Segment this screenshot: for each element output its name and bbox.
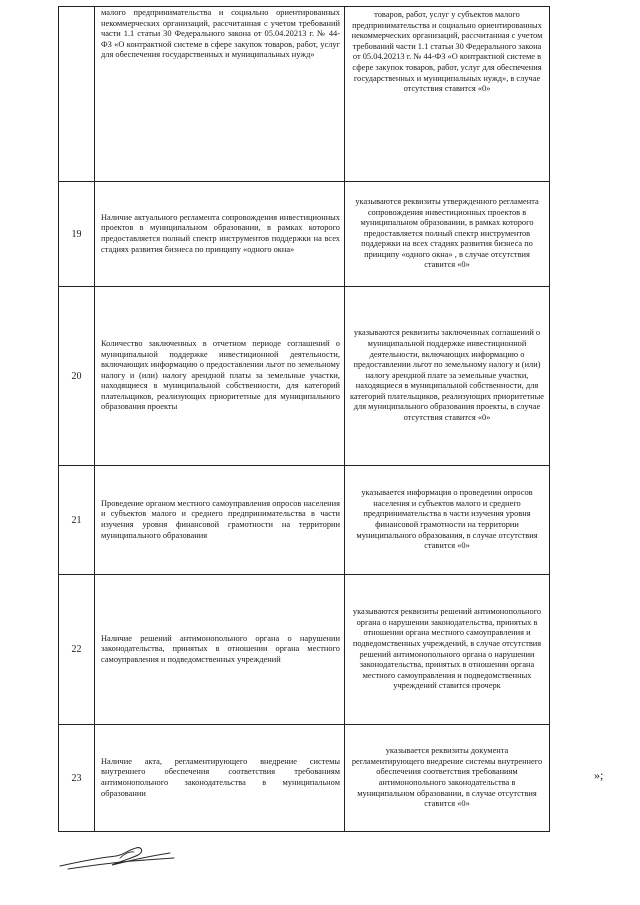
row-number: 21 <box>59 466 95 575</box>
row-number: 19 <box>59 182 95 287</box>
table-row <box>59 466 550 575</box>
indicator-cell: Наличие решений антимонопольного органа о нарушении законодательства, принятых в отношении органа местного самоуправления и подведомственных учреждений <box>95 575 345 725</box>
closing-quote-mark: »; <box>594 768 604 782</box>
indicator-cell: Наличие акта, регламентирующего внедрение системы внутреннего обеспечения соответствия требованиям антимонопольного законодательства в муниципальном образовании <box>95 725 345 832</box>
fill-instructions-cell: указывается реквизиты документа регламентирующего внедрение системы внутреннего обеспечения соответствия требованиям антимонопольного законодательства в муниципальном образовании, в случае отсутствия ставится «0» <box>345 725 550 832</box>
row-number <box>59 7 95 182</box>
table-row <box>59 287 550 466</box>
indicators-table <box>58 6 550 832</box>
indicator-cell: Наличие актуального регламента сопровождения инвестиционных проектов в муниципальном образовании, в рамках которого предоставляется полный спектр инструментов поддержки на всех стадиях развития бизнеса по принципу «одного окна» <box>95 182 345 287</box>
table-row <box>59 575 550 725</box>
fill-instructions-cell: указываются реквизиты заключенных соглашений о муниципальной поддержке инвестиционной деятельности, включающих информацию о предоставлении льгот по земельному налогу и (или) налогу арендной плате за земельные участки, находящиеся в муниципальной собственности, для категорий плательщиков, реализующих приоритетные для муниципального образования проекты, в случае отсутствия ставится «0» <box>345 287 550 466</box>
fill-instructions-cell: указываются реквизиты утвержденного регламента сопровождения инвестиционных проектов в муниципальном образовании, в рамках которого предоставляется полный спектр инструментов поддержки на всех стадиях развития бизнеса по принципу «одного окна» , в случае отсутствия ставится «0» <box>345 182 550 287</box>
row-number: 23 <box>59 725 95 832</box>
row-number: 20 <box>59 287 95 466</box>
indicator-cell: малого предпринимательства и социально ориентированных некоммерческих организаций, рассчитанная с учетом требований части 1.1 статьи 30 Федерального закона от 05.04.20213 г. № 44-ФЗ «О контрактной системе в сфере закупок товаров, работ, услуг для обеспечения государственных и муниципальных нужд» <box>95 7 345 182</box>
fill-instructions-cell: товаров, работ, услуг у субъектов малого предпринимательства и социально ориентированных некоммерческих организаций, рассчитанная с учетом требований части 1.1 статьи 30 Федерального закона от 05.04.20213 г. № 44-ФЗ «О контрактной системе в сфере закупок товаров, работ, услуг для обеспечения государственных и муниципальных нужд», в случае отсутствия ставится «0» <box>345 7 550 182</box>
row-number: 22 <box>59 575 95 725</box>
indicator-cell: Проведение органом местного самоуправления опросов населения и субъектов малого и среднего предпринимательства в части изучения уровня финансовой грамотности на территории муниципального образования <box>95 466 345 575</box>
table-row <box>59 725 550 832</box>
fill-instructions-cell: указываются реквизиты решений антимонопольного органа о нарушении законодательства, принятых в отношении органа местного самоуправления и подведомственных учреждений, в случае отсутствия решений антимонопольного органа о нарушении законодательства, принятых в отношении органа местного самоуправления и подведомственных учреждений ставится прочерк <box>345 575 550 725</box>
fill-instructions-cell: указывается информация о проведении опросов населения и субъектов малого и среднего предпринимательства в части изучения уровня финансовой грамотности на территории муниципального образования, в случае отсутствия ставится «0» <box>345 466 550 575</box>
handwritten-signature-icon <box>58 836 178 872</box>
indicator-cell: Количество заключенных в отчетном периоде соглашений о муниципальной поддержке инвестиционной деятельности, включающих информацию о предоставлении льгот по земельному налогу и (или) налогу арендной платы за земельные участки, находящиеся в муниципальной собственности, для категорий плательщиков, реализующих приоритетные для муниципального образования проекты <box>95 287 345 466</box>
table-row <box>59 182 550 287</box>
table-row <box>59 7 550 182</box>
